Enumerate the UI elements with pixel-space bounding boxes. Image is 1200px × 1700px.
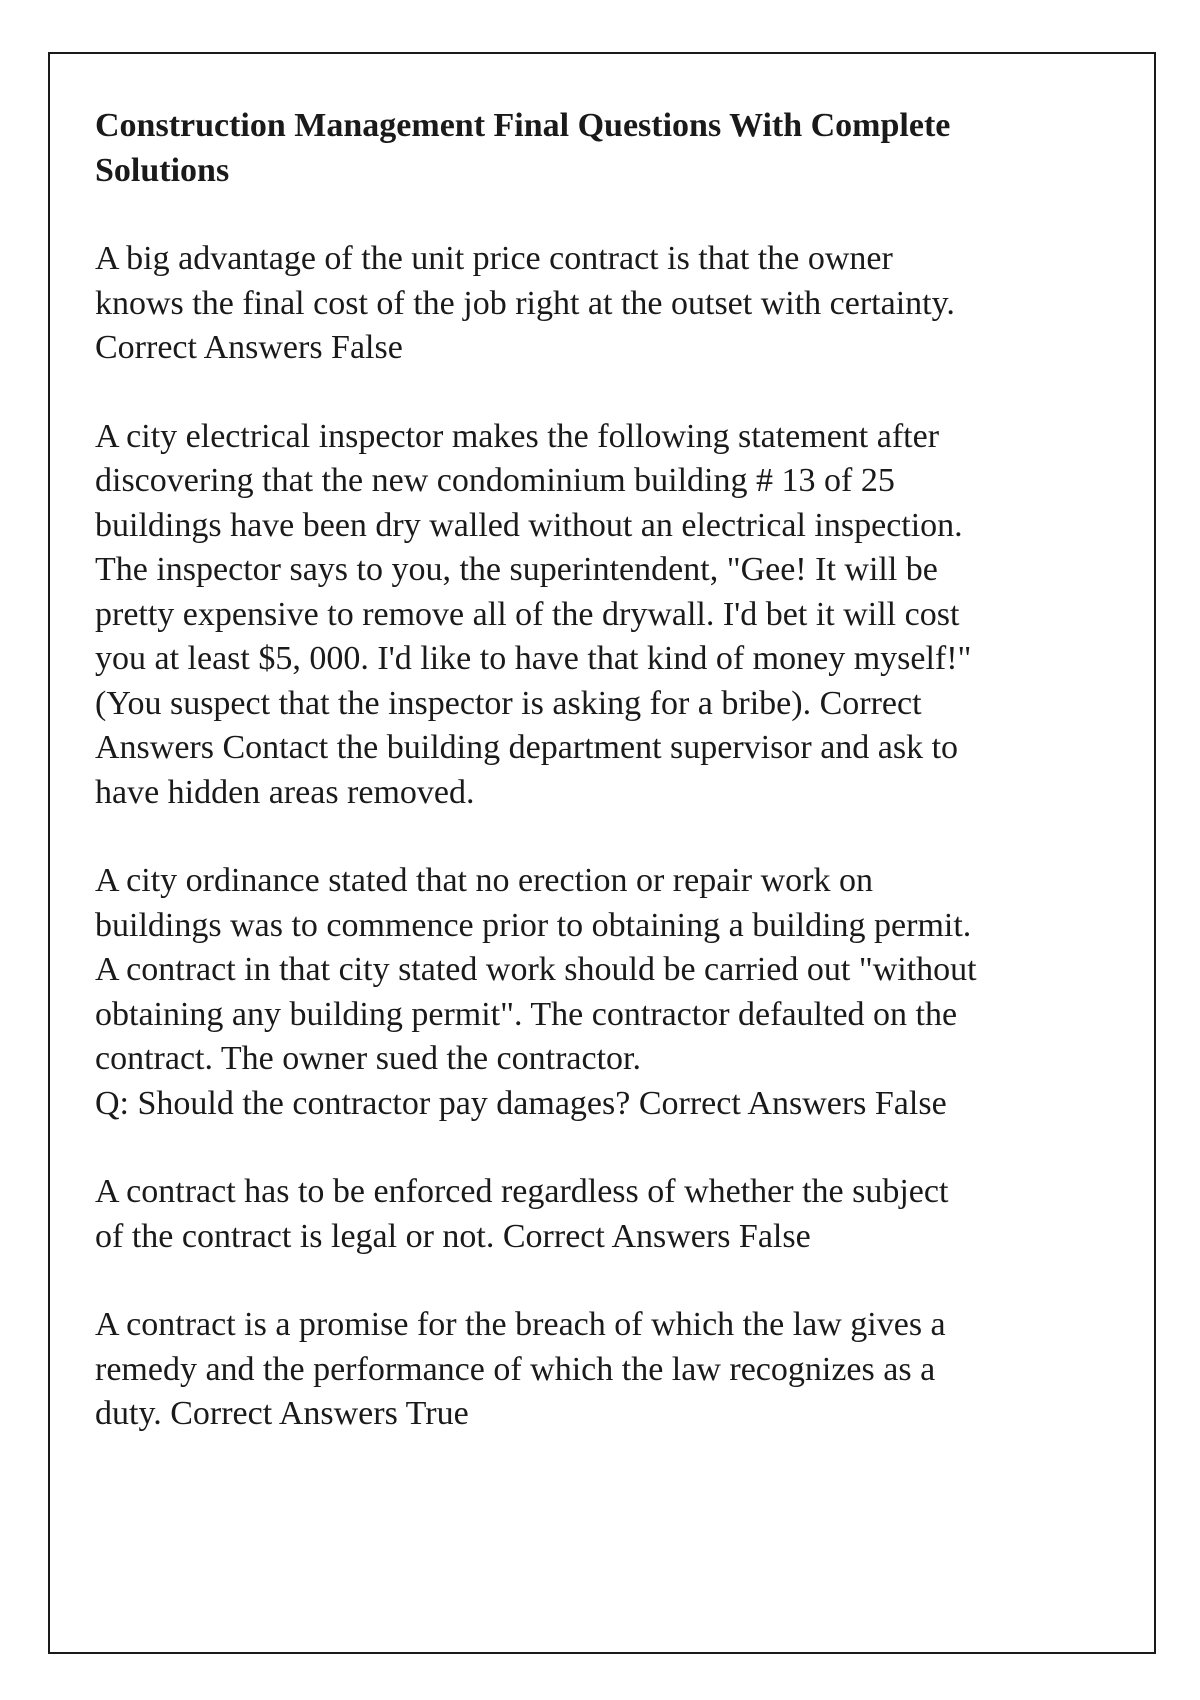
qa-entry-city-ordinance (95, 859, 1075, 1126)
qa-answer-line: of the contract is legal or not. Correct Answers False (95, 1217, 811, 1255)
qa-entry-electrical-inspector (95, 415, 1075, 816)
qa-line: A contract has to be enforced regardless of whether the subject (95, 1173, 949, 1210)
qa-line: you at least $5, 000. I'd like to have that kind of money myself!" (95, 640, 972, 677)
qa-answer-line: Q: Should the contractor pay damages? Correct Answers False (95, 1084, 947, 1122)
qa-line: discovering that the new condominium building # 13 of 25 (95, 462, 895, 499)
qa-line: A big advantage of the unit price contract is that the owner (95, 240, 893, 277)
qa-answer-line: have hidden areas removed. (95, 773, 475, 811)
qa-line: remedy and the performance of which the law recognizes as a (95, 1350, 936, 1388)
qa-line: (You suspect that the inspector is asking for a bribe). Correct (95, 684, 922, 722)
document-body (95, 103, 1075, 1481)
qa-line: A city electrical inspector makes the following statement after (95, 417, 940, 455)
qa-line: A contract in that city stated work should be carried out "without (95, 951, 977, 988)
title-line: Construction Management Final Questions With Complete (95, 107, 951, 144)
qa-entry-unit-price (95, 237, 1075, 371)
qa-answer-line: Correct Answers False (95, 329, 403, 366)
qa-line: A contract is a promise for the breach of which the law gives a (95, 1306, 946, 1343)
title-line: Solutions (95, 152, 230, 189)
qa-answer-line: duty. Correct Answers True (95, 1395, 469, 1432)
qa-line: contract. The owner sued the contractor. (95, 1040, 641, 1077)
qa-line: A city ordinance stated that no erection or repair work on (95, 862, 873, 899)
qa-line: knows the final cost of the job right at the outset with certainty. (95, 284, 955, 322)
qa-line: obtaining any building permit". The contractor defaulted on the (95, 995, 958, 1033)
qa-line: buildings was to commence prior to obtaining a building permit. (95, 906, 972, 944)
qa-answer-line: Answers Contact the building department supervisor and ask to (95, 729, 959, 766)
document-title (95, 103, 1075, 193)
qa-line: pretty expensive to remove all of the drywall. I'd bet it will cost (95, 595, 960, 633)
qa-entry-contract-definition (95, 1303, 1075, 1437)
qa-line: buildings have been dry walled without an electrical inspection. (95, 506, 963, 544)
qa-entry-contract-enforced (95, 1170, 1075, 1259)
qa-line: The inspector says to you, the superintendent, "Gee! It will be (95, 551, 938, 588)
